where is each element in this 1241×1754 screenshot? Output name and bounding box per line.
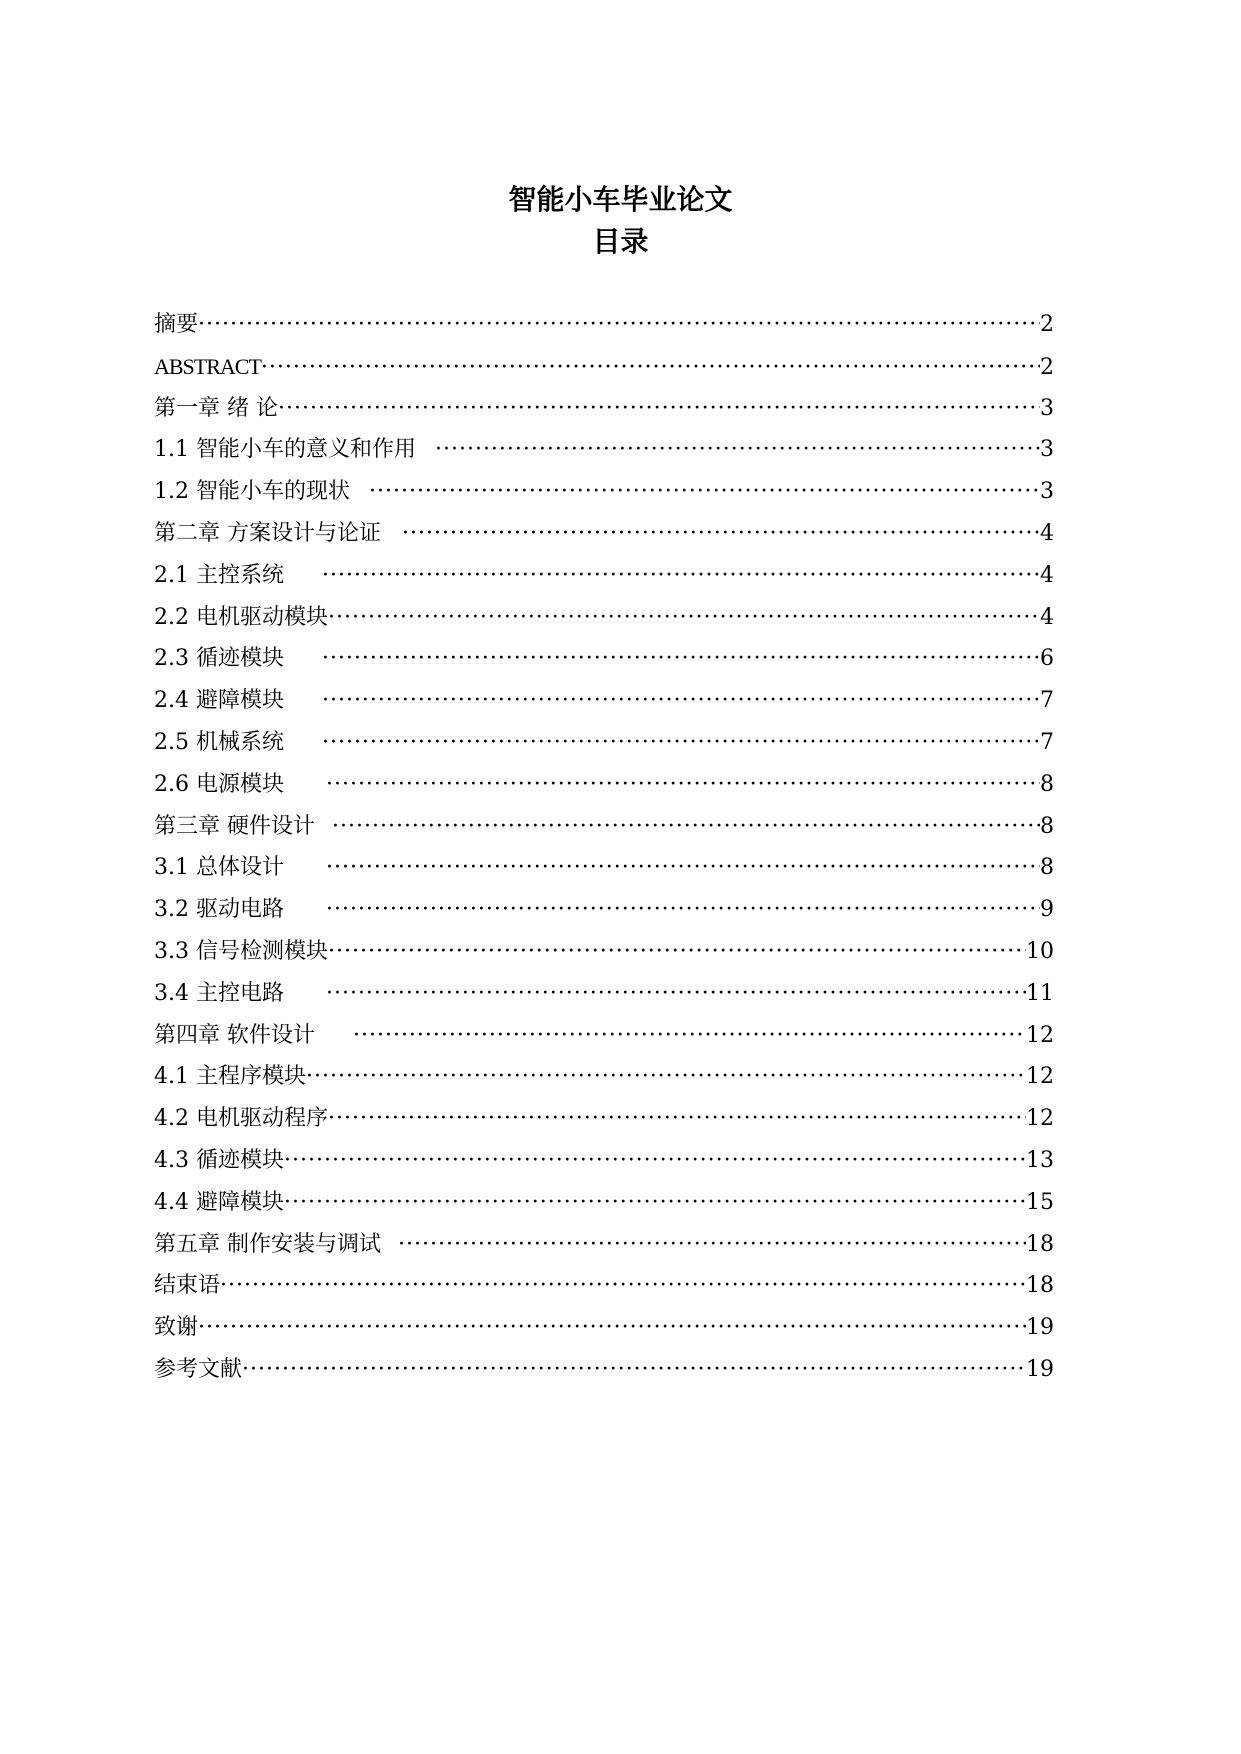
toc-leader-dots — [322, 686, 1040, 716]
toc-entry-page: 9 — [1040, 897, 1054, 923]
toc-leader-dots — [326, 770, 1040, 800]
toc-entry[interactable] — [154, 1021, 1054, 1063]
toc-entry-page: 4 — [1040, 562, 1054, 588]
toc-entry-page: 2 — [1040, 354, 1054, 380]
toc-entry[interactable] — [154, 1146, 1054, 1188]
toc-leader-dots — [284, 1188, 1026, 1218]
toc-leader-dots — [332, 812, 1040, 842]
toc-entry-page: 2 — [1040, 312, 1054, 337]
toc-entry-label: 2.2 电机驱动模块 — [154, 604, 328, 630]
toc-entry-label: 1.2 智能小车的现状 — [154, 479, 357, 505]
toc-entry-page: 6 — [1040, 646, 1054, 672]
toc-entry-page: 3 — [1040, 479, 1054, 505]
toc-entry[interactable] — [154, 686, 1054, 728]
toc-entry-label: 参考文献 — [154, 1356, 243, 1382]
toc-leader-dots — [198, 1313, 1026, 1343]
toc-entry-page: 7 — [1040, 688, 1054, 714]
toc-entry[interactable] — [154, 603, 1054, 645]
toc-entry-label: 第四章 软件设计 — [154, 1022, 329, 1048]
toc-entry-label: 4.1 主程序模块 — [154, 1064, 306, 1090]
toc-entry[interactable] — [154, 812, 1054, 854]
toc-entry-page: 7 — [1040, 729, 1054, 755]
toc-leader-dots — [326, 979, 1026, 1009]
toc-entry[interactable] — [154, 1230, 1054, 1272]
toc-entry-page: 4 — [1040, 604, 1054, 630]
toc-entry-label: 4.4 避障模块 — [154, 1189, 284, 1215]
toc-leader-dots — [326, 853, 1040, 883]
toc-entry-label: 3.4 主控电路 — [154, 980, 298, 1006]
toc-entry[interactable] — [154, 895, 1054, 937]
toc-entry-label: 4.3 循迹模块 — [154, 1147, 284, 1173]
toc-entry-label: 第二章 方案设计与论证 — [154, 520, 388, 546]
toc-entry[interactable] — [154, 1271, 1054, 1313]
toc-leader-dots — [322, 561, 1040, 591]
toc-heading: 目录 — [592, 225, 649, 258]
toc-entry-page: 3 — [1040, 437, 1054, 463]
toc-entry-label: 4.2 电机驱动程序 — [154, 1106, 328, 1132]
document-title: 智能小车毕业论文 — [508, 183, 733, 216]
toc-entry-label: 3.3 信号检测模块 — [154, 938, 328, 964]
toc-leader-dots — [328, 937, 1026, 967]
toc-leader-dots — [322, 728, 1040, 758]
toc-entry-label: 3.2 驱动电路 — [154, 897, 298, 923]
toc-entry-page: 12 — [1026, 1064, 1054, 1090]
toc-entry-label: 2.6 电源模块 — [154, 771, 298, 797]
toc-entry-page: 11 — [1026, 980, 1054, 1006]
toc-entry[interactable] — [154, 937, 1054, 979]
toc-entry[interactable] — [154, 1062, 1054, 1104]
toc-entry-label: 2.5 机械系统 — [154, 729, 298, 755]
toc-leader-dots — [326, 895, 1040, 925]
toc-entry-page: 18 — [1026, 1231, 1054, 1257]
toc-entry[interactable] — [154, 1355, 1054, 1397]
toc-entry-label: 1.1 智能小车的意义和作用 — [154, 437, 423, 463]
toc-leader-dots — [353, 1021, 1026, 1051]
toc-entry[interactable] — [154, 853, 1054, 895]
toc-entry[interactable] — [154, 519, 1054, 561]
toc-entry[interactable] — [154, 435, 1054, 477]
toc-entry-page: 12 — [1026, 1022, 1054, 1048]
toc-entry-page: 19 — [1026, 1356, 1054, 1382]
toc-entry[interactable] — [154, 310, 1054, 352]
toc-entry[interactable] — [154, 644, 1054, 686]
toc-leader-dots — [328, 1104, 1026, 1134]
toc-entry-label: 第一章 绪 论 — [154, 395, 278, 421]
toc-entry-page: 18 — [1026, 1273, 1054, 1299]
toc-leader-dots — [284, 1146, 1026, 1176]
toc-entry[interactable] — [154, 770, 1054, 812]
toc-entry[interactable] — [154, 728, 1054, 770]
toc-entry-label: 第五章 制作安装与调试 — [154, 1231, 388, 1257]
toc-leader-dots — [435, 435, 1040, 465]
toc-leader-dots — [328, 603, 1040, 633]
toc-entry-label: 2.4 避障模块 — [154, 688, 298, 714]
toc-entry-page: 10 — [1026, 938, 1054, 964]
toc-entry-page: 8 — [1040, 771, 1054, 797]
toc-leader-dots — [398, 1230, 1026, 1260]
toc-entry[interactable] — [154, 1104, 1054, 1146]
toc-leader-dots — [198, 310, 1040, 340]
toc-entry-page: 13 — [1026, 1147, 1054, 1173]
toc-entry-label: 第三章 硬件设计 — [154, 813, 322, 839]
toc-entry-page: 4 — [1040, 520, 1054, 546]
toc-entry-page: 8 — [1040, 813, 1054, 839]
toc-leader-dots — [261, 353, 1040, 383]
toc-entry-page: 12 — [1026, 1106, 1054, 1132]
toc-leader-dots — [242, 1355, 1026, 1385]
toc-leader-dots — [322, 644, 1040, 674]
toc-leader-dots — [306, 1062, 1026, 1092]
toc-entry-label: 结束语 — [154, 1273, 221, 1299]
toc-entry-label: 致谢 — [154, 1315, 199, 1341]
toc-entry-label: 3.1 总体设计 — [154, 855, 298, 881]
toc-leader-dots — [369, 477, 1040, 507]
table-of-contents — [154, 310, 1054, 1397]
toc-entry-label: 2.1 主控系统 — [154, 562, 298, 588]
toc-entry[interactable] — [154, 352, 1054, 394]
toc-leader-dots — [220, 1271, 1026, 1301]
toc-entry[interactable] — [154, 1313, 1054, 1355]
toc-entry[interactable] — [154, 477, 1054, 519]
toc-entry[interactable] — [154, 394, 1054, 436]
toc-entry-page: 8 — [1040, 855, 1054, 881]
toc-entry[interactable] — [154, 561, 1054, 603]
toc-entry-page: 3 — [1040, 395, 1054, 421]
toc-entry-label: 2.3 循迹模块 — [154, 646, 298, 672]
toc-entry-page: 15 — [1026, 1189, 1054, 1215]
toc-entry[interactable] — [154, 1188, 1054, 1230]
toc-entry-label: ABSTRACT — [154, 353, 261, 379]
toc-leader-dots — [402, 519, 1040, 549]
toc-entry-label: 摘要 — [154, 312, 199, 337]
toc-entry[interactable] — [154, 979, 1054, 1021]
toc-entry-page: 19 — [1026, 1315, 1054, 1341]
toc-leader-dots — [278, 394, 1040, 424]
